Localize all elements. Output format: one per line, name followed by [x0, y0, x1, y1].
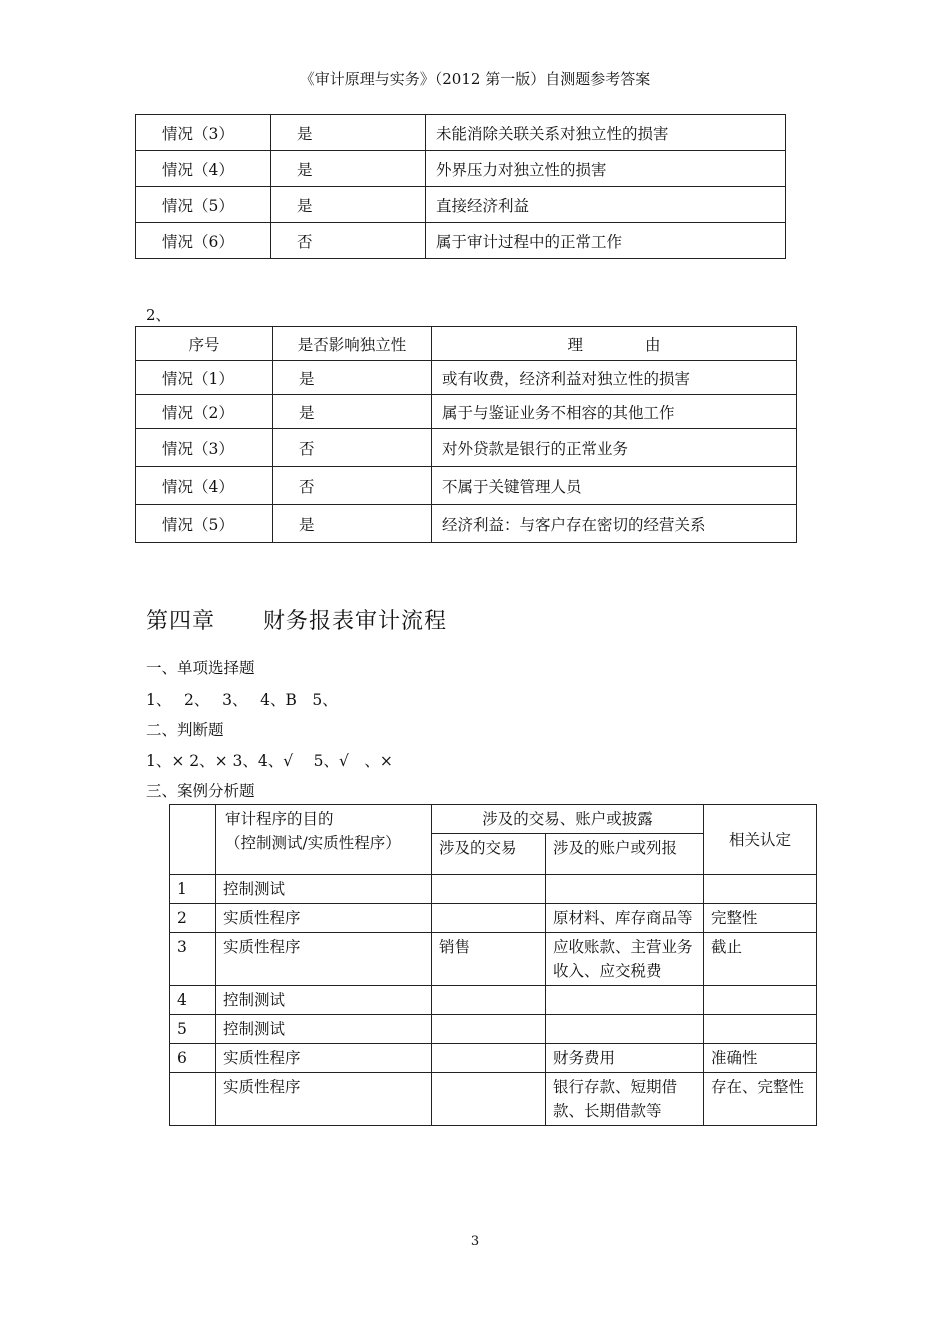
row-purpose: 实质性程序	[216, 1044, 432, 1073]
reason-cell: 经济利益：与客户存在密切的经营关系	[432, 505, 797, 543]
case-cell: 情况（5）	[136, 187, 271, 223]
row-purpose: 控制测试	[216, 1015, 432, 1044]
independence-table-2	[135, 326, 797, 543]
row-no: 1	[170, 875, 216, 904]
chapter-number: 第四章	[146, 609, 216, 634]
affects-cell: 是	[273, 395, 432, 429]
reason-cell: 不属于关键管理人员	[432, 467, 797, 505]
row-account: 银行存款、短期借款、长期借款等	[546, 1073, 704, 1126]
table-row	[170, 875, 817, 904]
affects-cell: 是	[271, 187, 426, 223]
table-row	[136, 361, 797, 395]
table-row	[170, 986, 817, 1015]
case-cell: 情况（4）	[136, 151, 271, 187]
row-assertion	[704, 1015, 817, 1044]
case-cell: 情况（1）	[136, 361, 273, 395]
header-purpose-line1: 审计程序的目的	[225, 810, 334, 828]
affects-cell: 是	[271, 115, 426, 151]
row-transaction	[432, 875, 546, 904]
header-assertion: 相关认定	[704, 805, 817, 875]
row-no	[170, 1073, 216, 1126]
reason-cell: 未能消除关联关系对独立性的损害	[426, 115, 786, 151]
header-account: 涉及的账户或列报	[546, 834, 704, 875]
case-analysis-table	[169, 804, 817, 1126]
row-account	[546, 875, 704, 904]
row-purpose: 实质性程序	[216, 904, 432, 933]
affects-cell: 否	[273, 467, 432, 505]
header-affects: 是否影响独立性	[273, 327, 432, 361]
row-purpose: 控制测试	[216, 986, 432, 1015]
row-transaction	[432, 1015, 546, 1044]
row-account: 应收账款、主营业务收入、应交税费	[546, 933, 704, 986]
row-account: 原材料、库存商品等	[546, 904, 704, 933]
row-assertion	[704, 875, 817, 904]
table-row	[136, 467, 797, 505]
reason-cell: 或有收费，经济利益对独立性的损害	[432, 361, 797, 395]
table-header-row	[170, 805, 817, 834]
header-group: 涉及的交易、账户或披露	[432, 805, 704, 834]
row-transaction	[432, 904, 546, 933]
affects-cell: 是	[273, 361, 432, 395]
table-row	[170, 1073, 817, 1126]
chapter-title: 财务报表审计流程	[263, 609, 448, 634]
reason-cell: 外界压力对独立性的损害	[426, 151, 786, 187]
affects-cell: 是	[271, 151, 426, 187]
row-purpose: 控制测试	[216, 875, 432, 904]
case-cell: 情况（6）	[136, 223, 271, 259]
row-assertion	[704, 986, 817, 1015]
table-row	[170, 933, 817, 986]
table-row	[136, 223, 786, 259]
header-purpose-line2: （控制测试/实质性程序）	[225, 834, 401, 852]
affects-cell: 否	[273, 429, 432, 467]
row-account	[546, 1015, 704, 1044]
header-purpose	[216, 805, 432, 875]
row-no: 6	[170, 1044, 216, 1073]
row-no: 5	[170, 1015, 216, 1044]
table-header-row	[136, 327, 797, 361]
case-cell: 情况（3）	[136, 115, 271, 151]
table-row	[170, 1044, 817, 1073]
table-row	[136, 395, 797, 429]
reason-cell: 对外贷款是银行的正常业务	[432, 429, 797, 467]
header-no	[170, 805, 216, 875]
row-purpose: 实质性程序	[216, 933, 432, 986]
row-no: 3	[170, 933, 216, 986]
header-transaction: 涉及的交易	[432, 834, 546, 875]
table-row	[136, 505, 797, 543]
case-cell: 情况（3）	[136, 429, 273, 467]
case-cell: 情况（5）	[136, 505, 273, 543]
part2-title: 二、判断题	[146, 721, 224, 739]
independence-table-1	[135, 114, 786, 259]
page-header: 《审计原理与实务》（2012 第一版）自测题参考答案	[299, 70, 651, 88]
table-row	[136, 187, 786, 223]
part1-title: 一、单项选择题	[146, 659, 255, 677]
part2-answers: 1、× 2、× 3、4、√ 5、√ 、×	[146, 752, 393, 770]
row-transaction	[432, 1073, 546, 1126]
table-row	[136, 429, 797, 467]
header-case: 序号	[136, 327, 273, 361]
reason-cell: 属于与鉴证业务不相容的其他工作	[432, 395, 797, 429]
table-row	[136, 151, 786, 187]
row-transaction	[432, 1044, 546, 1073]
case-cell: 情况（4）	[136, 467, 273, 505]
row-assertion: 准确性	[704, 1044, 817, 1073]
affects-cell: 是	[273, 505, 432, 543]
part3-title: 三、案例分析题	[146, 782, 255, 800]
row-account: 财务费用	[546, 1044, 704, 1073]
row-assertion: 存在、完整性	[704, 1073, 817, 1126]
affects-cell: 否	[271, 223, 426, 259]
page-number: 3	[470, 1234, 480, 1249]
reason-cell: 直接经济利益	[426, 187, 786, 223]
reason-cell: 属于审计过程中的正常工作	[426, 223, 786, 259]
row-purpose: 实质性程序	[216, 1073, 432, 1126]
part1-answers: 1、 2、 3、 4、B 5、	[146, 691, 338, 709]
row-transaction: 销售	[432, 933, 546, 986]
section-number: 2、	[146, 306, 171, 324]
row-assertion: 完整性	[704, 904, 817, 933]
header-reason: 理 由	[432, 327, 797, 361]
row-assertion: 截止	[704, 933, 817, 986]
row-no: 4	[170, 986, 216, 1015]
case-cell: 情况（2）	[136, 395, 273, 429]
row-no: 2	[170, 904, 216, 933]
table-row	[170, 1015, 817, 1044]
row-transaction	[432, 986, 546, 1015]
table-row	[136, 115, 786, 151]
row-account	[546, 986, 704, 1015]
table-row	[170, 904, 817, 933]
chapter-heading	[146, 604, 447, 635]
